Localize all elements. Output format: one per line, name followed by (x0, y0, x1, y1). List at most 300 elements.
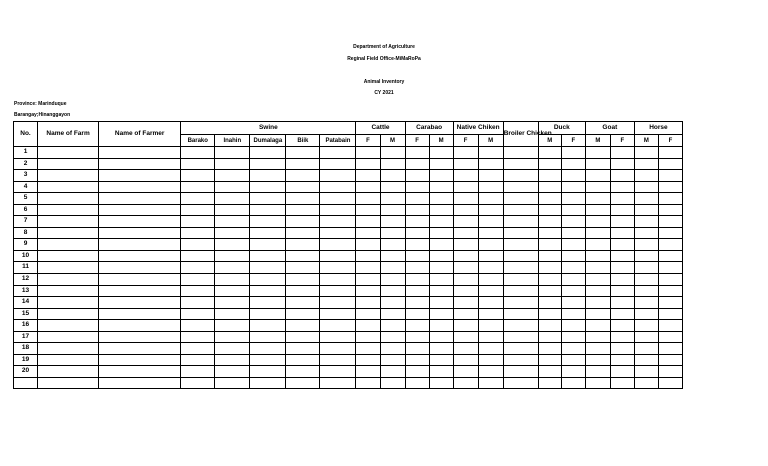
table-row (14, 377, 683, 389)
subheader-native-male: M (478, 135, 503, 147)
table-row (14, 308, 683, 320)
table-cell (380, 193, 405, 205)
table-cell (478, 216, 503, 228)
table-row (14, 366, 683, 378)
table-cell (99, 354, 181, 366)
table-cell (658, 227, 682, 239)
table-cell (453, 320, 478, 332)
table-cell (561, 239, 585, 251)
table-cell (215, 331, 250, 343)
table-cell (610, 354, 634, 366)
table-cell (503, 320, 538, 332)
table-cell (356, 343, 380, 355)
table-cell (286, 320, 320, 332)
table-cell (405, 147, 429, 159)
table-cell (634, 308, 658, 320)
table-cell (538, 343, 561, 355)
table-cell (634, 331, 658, 343)
table-cell (99, 297, 181, 309)
table-cell (585, 158, 610, 170)
table-cell (356, 377, 380, 389)
table-cell (38, 262, 99, 274)
table-cell (503, 181, 538, 193)
table-cell (453, 204, 478, 216)
row-number: 14 (14, 297, 38, 309)
table-cell (320, 308, 356, 320)
table-cell (634, 343, 658, 355)
table-cell (561, 343, 585, 355)
table-cell (429, 193, 453, 205)
table-cell (215, 354, 250, 366)
table-cell (181, 377, 215, 389)
table-cell (181, 354, 215, 366)
table-cell (38, 308, 99, 320)
row-number: 3 (14, 170, 38, 182)
table-cell (634, 239, 658, 251)
row-number: 20 (14, 366, 38, 378)
row-number: 2 (14, 158, 38, 170)
subheader-patabain: Patabain (320, 135, 356, 147)
table-cell (561, 331, 585, 343)
table-cell (320, 250, 356, 262)
table-cell (478, 239, 503, 251)
table-cell (38, 285, 99, 297)
table-cell (538, 285, 561, 297)
table-cell (215, 158, 250, 170)
table-cell (181, 181, 215, 193)
table-cell (561, 204, 585, 216)
table-cell (38, 204, 99, 216)
table-cell (181, 204, 215, 216)
table-cell (286, 274, 320, 286)
table-cell (429, 331, 453, 343)
table-cell (453, 216, 478, 228)
row-number (14, 377, 38, 389)
table-cell (585, 216, 610, 228)
table-cell (453, 262, 478, 274)
table-cell (181, 193, 215, 205)
table-cell (429, 343, 453, 355)
table-cell (380, 250, 405, 262)
table-cell (356, 181, 380, 193)
table-cell (453, 147, 478, 159)
table-cell (181, 170, 215, 182)
province-label: Province: Marinduque (14, 101, 67, 107)
table-cell (405, 227, 429, 239)
table-cell (286, 377, 320, 389)
subheader-biik: Biik (286, 135, 320, 147)
table-cell (503, 147, 538, 159)
table-cell (634, 366, 658, 378)
table-cell (658, 274, 682, 286)
table-cell (585, 297, 610, 309)
table-cell (286, 239, 320, 251)
table-cell (99, 239, 181, 251)
table-row (14, 274, 683, 286)
table-cell (405, 193, 429, 205)
table-cell (405, 204, 429, 216)
table-cell (99, 216, 181, 228)
table-cell (380, 204, 405, 216)
table-cell (250, 343, 286, 355)
table-cell (320, 377, 356, 389)
table-cell (181, 320, 215, 332)
table-cell (561, 297, 585, 309)
table-cell (538, 204, 561, 216)
table-cell (38, 216, 99, 228)
table-cell (356, 170, 380, 182)
table-cell (356, 297, 380, 309)
table-cell (478, 377, 503, 389)
table-cell (634, 181, 658, 193)
table-cell (503, 354, 538, 366)
table-cell (250, 262, 286, 274)
table-cell (453, 354, 478, 366)
table-cell (38, 181, 99, 193)
table-cell (585, 193, 610, 205)
table-cell (320, 343, 356, 355)
table-cell (181, 239, 215, 251)
table-cell (380, 331, 405, 343)
table-cell (658, 147, 682, 159)
row-number: 16 (14, 320, 38, 332)
table-cell (503, 193, 538, 205)
table-cell (286, 262, 320, 274)
table-cell (181, 366, 215, 378)
table-cell (585, 227, 610, 239)
table-cell (478, 320, 503, 332)
table-cell (286, 343, 320, 355)
table-cell (503, 274, 538, 286)
table-cell (561, 354, 585, 366)
table-cell (453, 343, 478, 355)
table-cell (286, 227, 320, 239)
table-cell (181, 343, 215, 355)
table-cell (38, 297, 99, 309)
office-title: Reginal Field Office-MiMaRoPa (347, 56, 421, 62)
table-cell (585, 262, 610, 274)
table-cell (250, 239, 286, 251)
table-cell (538, 354, 561, 366)
table-cell (585, 204, 610, 216)
table-cell (503, 297, 538, 309)
table-cell (478, 354, 503, 366)
table-cell (356, 250, 380, 262)
table-cell (453, 193, 478, 205)
table-cell (215, 377, 250, 389)
table-cell (610, 147, 634, 159)
table-cell (429, 320, 453, 332)
table-cell (356, 227, 380, 239)
table-cell (181, 158, 215, 170)
table-cell (38, 377, 99, 389)
table-cell (453, 239, 478, 251)
table-cell (320, 239, 356, 251)
table-cell (585, 285, 610, 297)
table-cell (538, 250, 561, 262)
table-cell (478, 308, 503, 320)
table-cell (250, 274, 286, 286)
table-cell (356, 158, 380, 170)
table-cell (503, 366, 538, 378)
table-cell (215, 204, 250, 216)
table-cell (429, 158, 453, 170)
table-cell (658, 239, 682, 251)
table-cell (250, 377, 286, 389)
table-cell (610, 239, 634, 251)
col-header-native-chicken: Native Chiken (453, 122, 503, 135)
table-cell (380, 354, 405, 366)
table-cell (658, 158, 682, 170)
table-cell (286, 297, 320, 309)
table-cell (99, 147, 181, 159)
table-cell (181, 262, 215, 274)
table-cell (181, 147, 215, 159)
table-cell (405, 377, 429, 389)
subheader-duck-female: F (561, 135, 585, 147)
table-cell (356, 366, 380, 378)
table-cell (405, 239, 429, 251)
table-cell (380, 158, 405, 170)
table-cell (585, 239, 610, 251)
table-cell (405, 216, 429, 228)
table-cell (286, 354, 320, 366)
table-cell (320, 274, 356, 286)
table-cell (538, 366, 561, 378)
table-cell (215, 262, 250, 274)
table-cell (538, 320, 561, 332)
table-cell (503, 262, 538, 274)
table-cell (429, 285, 453, 297)
table-cell (634, 262, 658, 274)
table-cell (356, 147, 380, 159)
table-cell (181, 274, 215, 286)
row-number: 8 (14, 227, 38, 239)
table-cell (250, 285, 286, 297)
table-cell (561, 274, 585, 286)
table-cell (38, 250, 99, 262)
subheader-cattle-male: M (380, 135, 405, 147)
subheader-native-female: F (453, 135, 478, 147)
table-cell (99, 285, 181, 297)
table-cell (503, 285, 538, 297)
table-cell (405, 250, 429, 262)
table-cell (429, 366, 453, 378)
col-header-goat: Goat (585, 122, 634, 135)
table-cell (215, 274, 250, 286)
table-cell (478, 366, 503, 378)
subheader-duck-male: M (538, 135, 561, 147)
table-cell (561, 320, 585, 332)
table-cell (634, 285, 658, 297)
table-cell (405, 285, 429, 297)
table-cell (658, 216, 682, 228)
table-cell (503, 170, 538, 182)
table-cell (634, 274, 658, 286)
table-cell (356, 193, 380, 205)
table-cell (215, 170, 250, 182)
row-number: 6 (14, 204, 38, 216)
table-cell (658, 285, 682, 297)
table-cell (634, 354, 658, 366)
table-cell (405, 343, 429, 355)
table-cell (215, 320, 250, 332)
table-cell (38, 193, 99, 205)
table-cell (538, 181, 561, 193)
table-cell (405, 320, 429, 332)
table-cell (478, 181, 503, 193)
table-cell (250, 250, 286, 262)
table-cell (561, 308, 585, 320)
table-cell (250, 331, 286, 343)
table-cell (356, 308, 380, 320)
table-cell (585, 147, 610, 159)
table-cell (453, 331, 478, 343)
table-row (14, 354, 683, 366)
table-cell (658, 297, 682, 309)
table-cell (320, 170, 356, 182)
table-cell (38, 239, 99, 251)
table-cell (610, 181, 634, 193)
table-cell (380, 147, 405, 159)
table-cell (538, 216, 561, 228)
table-cell (215, 308, 250, 320)
table-cell (503, 343, 538, 355)
table-cell (99, 227, 181, 239)
table-cell (585, 181, 610, 193)
table-cell (380, 216, 405, 228)
table-row (14, 147, 683, 159)
table-cell (538, 227, 561, 239)
table-cell (429, 297, 453, 309)
table-row (14, 239, 683, 251)
table-cell (405, 274, 429, 286)
table-cell (215, 216, 250, 228)
table-cell (538, 193, 561, 205)
table-cell (503, 239, 538, 251)
table-cell (453, 227, 478, 239)
table-cell (250, 297, 286, 309)
table-cell (429, 308, 453, 320)
table-cell (429, 274, 453, 286)
table-cell (634, 227, 658, 239)
table-cell (250, 227, 286, 239)
table-cell (634, 216, 658, 228)
table-cell (181, 250, 215, 262)
table-cell (610, 158, 634, 170)
table-cell (429, 204, 453, 216)
table-cell (503, 377, 538, 389)
table-cell (320, 297, 356, 309)
table-cell (634, 377, 658, 389)
col-header-no: No. (14, 122, 38, 147)
table-cell (585, 343, 610, 355)
table-cell (429, 227, 453, 239)
table-cell (634, 297, 658, 309)
table-cell (181, 216, 215, 228)
table-cell (658, 354, 682, 366)
row-number: 11 (14, 262, 38, 274)
subheader-barako: Barako (181, 135, 215, 147)
table-cell (634, 147, 658, 159)
table-cell (478, 297, 503, 309)
subheader-carabao-male: M (429, 135, 453, 147)
table-cell (250, 181, 286, 193)
row-number: 15 (14, 308, 38, 320)
col-header-horse: Horse (634, 122, 682, 135)
table-cell (38, 227, 99, 239)
report-year: CY 2021 (374, 90, 394, 96)
table-cell (99, 181, 181, 193)
table-cell (215, 297, 250, 309)
table-row (14, 216, 683, 228)
row-number: 18 (14, 343, 38, 355)
table-cell (538, 158, 561, 170)
table-cell (585, 366, 610, 378)
table-cell (38, 320, 99, 332)
table-cell (405, 354, 429, 366)
table-cell (215, 285, 250, 297)
table-cell (320, 366, 356, 378)
table-cell (181, 297, 215, 309)
table-cell (503, 308, 538, 320)
col-header-duck: Duck (538, 122, 585, 135)
table-cell (320, 331, 356, 343)
table-cell (99, 250, 181, 262)
table-cell (286, 331, 320, 343)
table-cell (181, 227, 215, 239)
table-cell (320, 147, 356, 159)
table-cell (503, 204, 538, 216)
table-cell (250, 366, 286, 378)
table-cell (429, 354, 453, 366)
table-cell (561, 158, 585, 170)
table-row (14, 227, 683, 239)
row-number: 5 (14, 193, 38, 205)
table-cell (380, 297, 405, 309)
table-cell (453, 158, 478, 170)
table-cell (99, 366, 181, 378)
col-header-cattle: Cattle (356, 122, 405, 135)
table-cell (538, 297, 561, 309)
table-cell (561, 377, 585, 389)
table-cell (250, 158, 286, 170)
table-cell (610, 331, 634, 343)
table-cell (561, 285, 585, 297)
table-cell (585, 274, 610, 286)
table-cell (658, 366, 682, 378)
table-cell (320, 262, 356, 274)
table-cell (538, 274, 561, 286)
table-cell (38, 274, 99, 286)
table-cell (634, 170, 658, 182)
table-cell (453, 285, 478, 297)
table-cell (405, 262, 429, 274)
inventory-rows (14, 147, 683, 389)
table-cell (286, 204, 320, 216)
table-cell (453, 308, 478, 320)
table-cell (250, 193, 286, 205)
table-cell (38, 158, 99, 170)
table-cell (380, 239, 405, 251)
table-cell (658, 343, 682, 355)
table-cell (429, 181, 453, 193)
table-cell (320, 181, 356, 193)
table-cell (380, 366, 405, 378)
table-cell (429, 170, 453, 182)
table-cell (320, 285, 356, 297)
table-cell (538, 377, 561, 389)
